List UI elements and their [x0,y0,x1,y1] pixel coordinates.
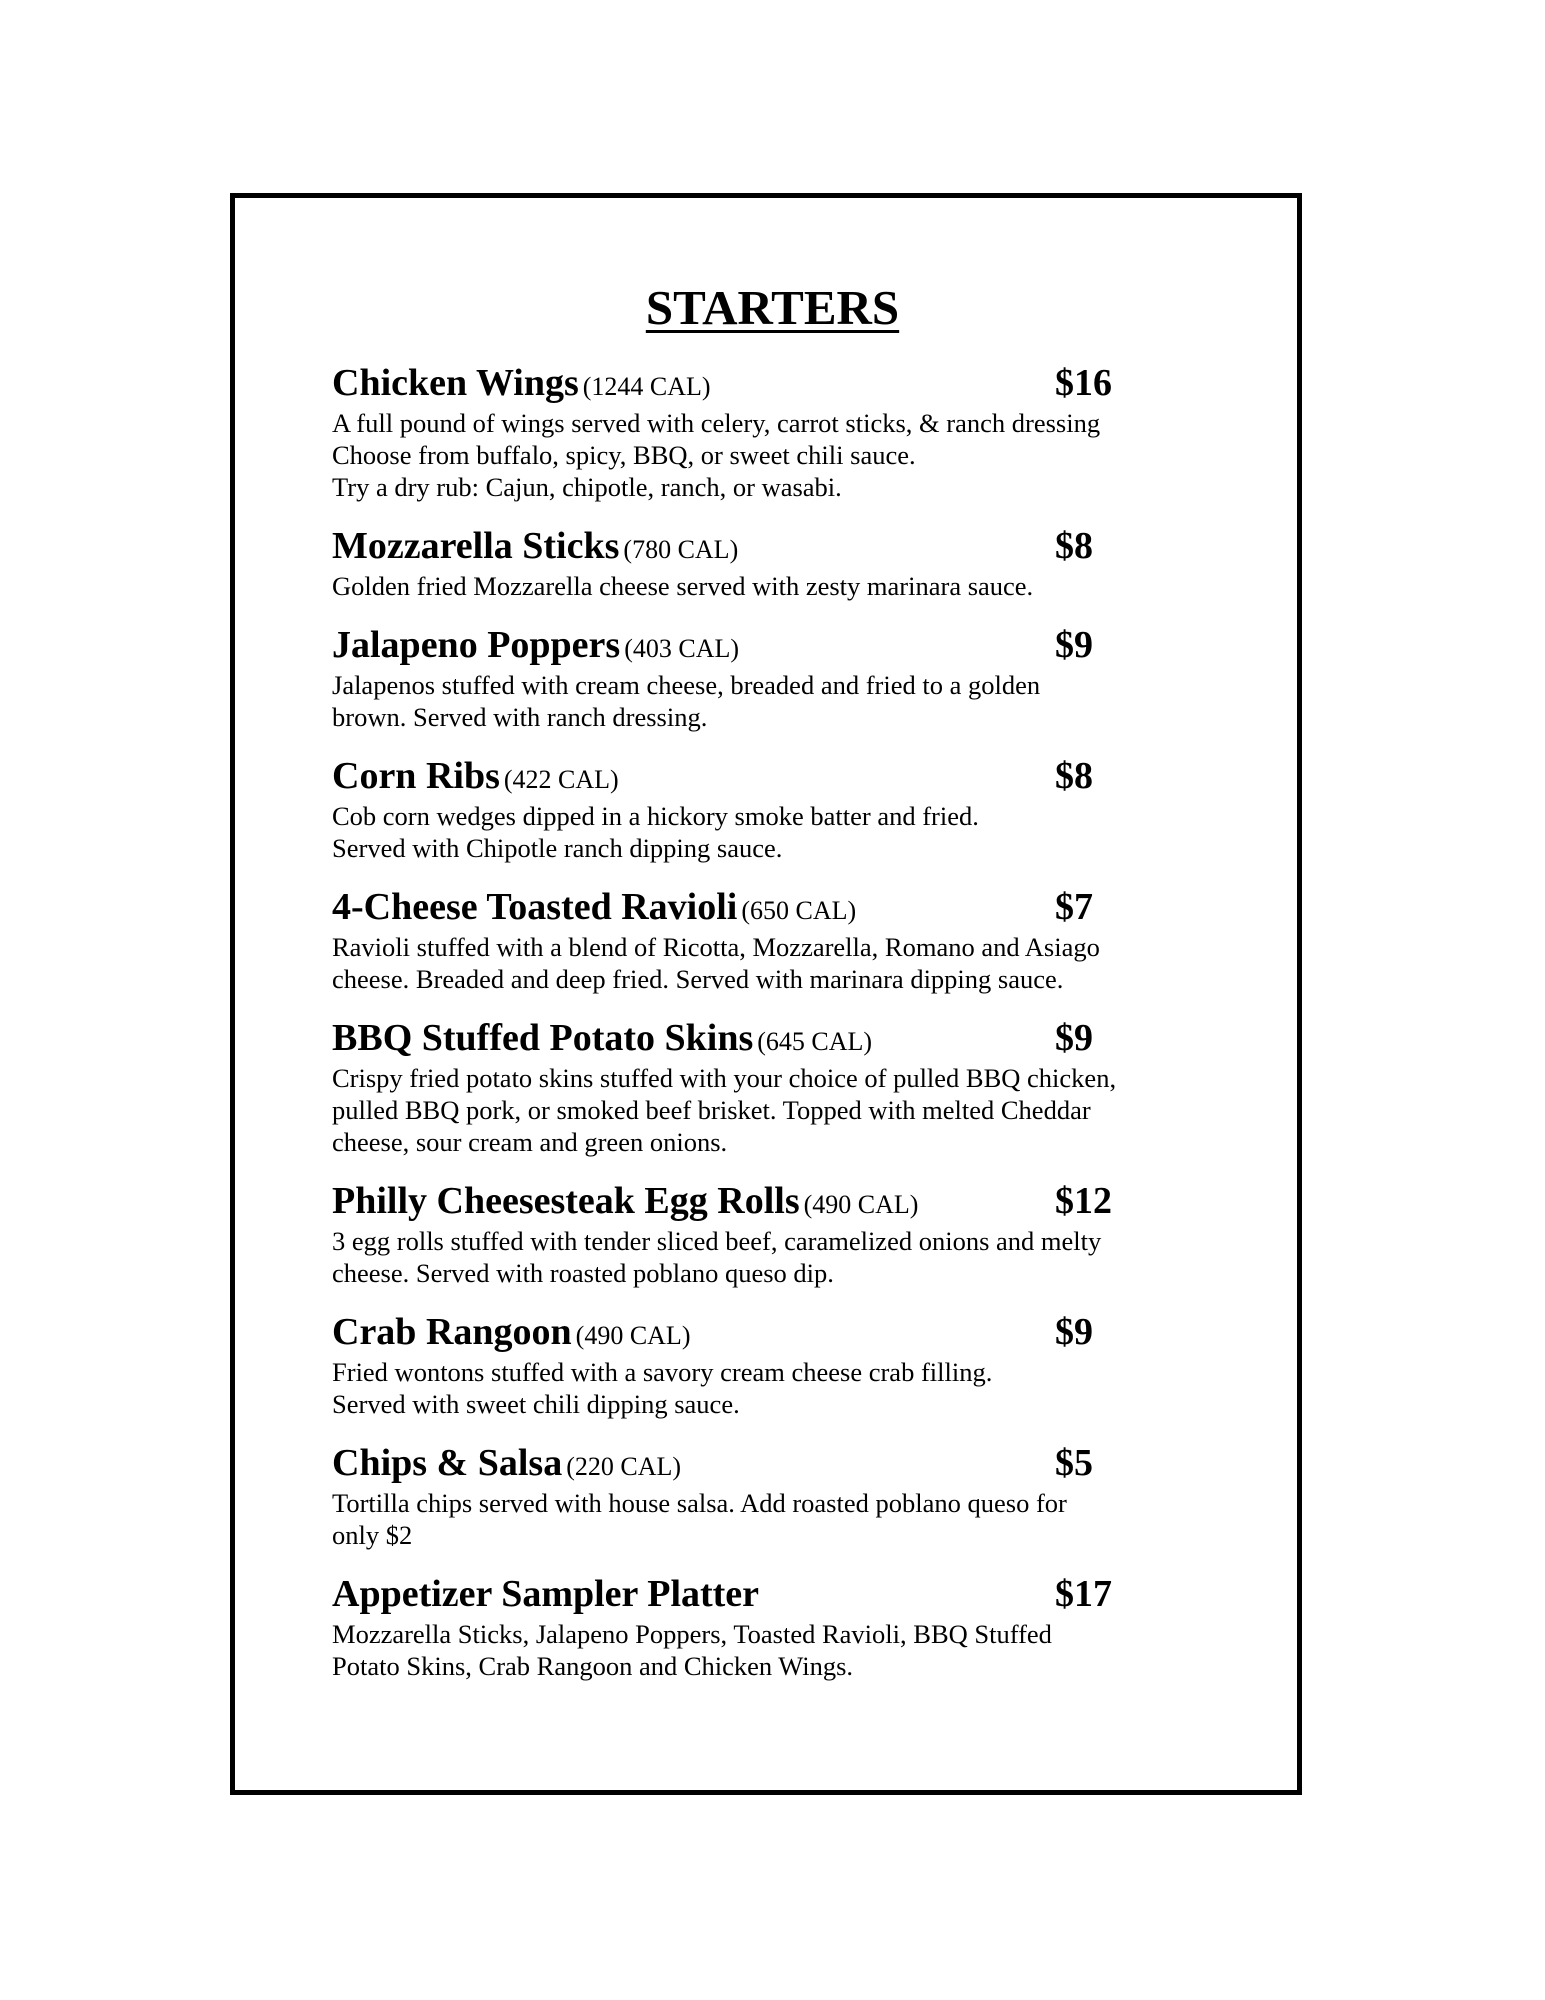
menu-item-description [332,1356,1232,1420]
menu-item [332,884,1232,995]
menu-item-price: $17 [1055,1573,1112,1615]
menu-item-description-line: Tortilla chips served with house salsa. Add roasted poblano queso for [332,1488,1067,1518]
menu-item-price: $9 [1055,1311,1093,1353]
menu-item [332,1309,1232,1420]
menu-item-name: Chicken Wings [332,362,579,404]
menu-item-description-line: Potato Skins, Crab Rangoon and Chicken Wings. [332,1651,854,1681]
menu-item-price: $7 [1055,886,1093,928]
menu-item-name: Jalapeno Poppers [332,624,621,666]
menu-item-description [332,570,1232,602]
menu-item-header [332,360,1232,407]
menu-item-description [332,1225,1232,1289]
menu-item-header [332,1015,1232,1062]
menu-item-header [332,523,1232,570]
menu-item-description [332,1062,1232,1158]
menu-item-calories: (403 CAL) [624,634,740,663]
menu-item-header [332,1309,1232,1356]
menu-item [332,1440,1232,1551]
menu-item-description-line: cheese. Breaded and deep fried. Served with marinara dipping sauce. [332,964,1064,994]
menu-item [332,360,1232,503]
menu-item-price: $16 [1055,362,1112,404]
menu-item-name: Philly Cheesesteak Egg Rolls [332,1180,800,1222]
menu-item-name: Chips & Salsa [332,1442,563,1484]
menu-item-name: Crab Rangoon [332,1311,572,1353]
menu-item [332,1015,1232,1158]
menu-item-calories: (220 CAL) [566,1452,682,1481]
menu-item-price: $9 [1055,1017,1093,1059]
menu-item-header [332,884,1232,931]
menu-item-calories: (422 CAL) [503,765,619,794]
menu-item-description-line: Cob corn wedges dipped in a hickory smoke batter and fried. [332,801,979,831]
menu-item-header [332,753,1232,800]
menu-item-header [332,1440,1232,1487]
menu-item-description-line: Try a dry rub: Cajun, chipotle, ranch, or wasabi. [332,472,842,502]
menu-item-description-line: brown. Served with ranch dressing. [332,702,708,732]
menu-item-description [332,931,1232,995]
menu-item-description-line: Choose from buffalo, spicy, BBQ, or sweet chili sauce. [332,440,916,470]
menu-item-name: 4-Cheese Toasted Ravioli [332,886,738,928]
menu-item-description [332,1487,1232,1551]
menu-item [332,753,1232,864]
menu-item-calories: (490 CAL) [575,1321,691,1350]
menu-item-description-line: Ravioli stuffed with a blend of Ricotta, Mozzarella, Romano and Asiago [332,932,1100,962]
menu-item-price: $5 [1055,1442,1093,1484]
menu-item-header [332,622,1232,669]
menu-item-price: $8 [1055,755,1093,797]
menu-item-description-line: Golden fried Mozzarella cheese served with zesty marinara sauce. [332,571,1034,601]
menu-item-name: Corn Ribs [332,755,500,797]
menu-section-title: STARTERS [645,280,900,335]
menu-item-name: Appetizer Sampler Platter [332,1573,760,1615]
menu-item-description-line: Crispy fried potato skins stuffed with your choice of pulled BBQ chicken, [332,1063,1117,1093]
menu-item-description-line: cheese. Served with roasted poblano queso dip. [332,1258,834,1288]
menu-item-description-line: only $2 [332,1520,413,1550]
menu-item-description-line: A full pound of wings served with celery, carrot sticks, & ranch dressing [332,408,1101,438]
menu-item-price: $9 [1055,624,1093,666]
menu-item-price: $12 [1055,1180,1112,1222]
menu-item [332,1178,1232,1289]
menu-item-calories: (490 CAL) [803,1190,919,1219]
menu-item-calories: (645 CAL) [757,1027,873,1056]
menu-item-name: Mozzarella Sticks [332,525,620,567]
menu-item-calories: (650 CAL) [741,896,857,925]
menu-item [332,1571,1232,1682]
menu-item-description-line: cheese, sour cream and green onions. [332,1127,728,1157]
menu-item-name: BBQ Stuffed Potato Skins [332,1017,754,1059]
menu-item-description [332,1618,1232,1682]
menu-item-description [332,800,1232,864]
menu-item-description-line: 3 egg rolls stuffed with tender sliced beef, caramelized onions and melty [332,1226,1102,1256]
menu-item-description-line: pulled BBQ pork, or smoked beef brisket. Topped with melted Cheddar [332,1095,1091,1125]
menu-items-list [332,360,1232,1702]
menu-item [332,523,1232,602]
menu-item-description [332,669,1232,733]
menu-item-description-line: Served with Chipotle ranch dipping sauce. [332,833,783,863]
menu-item-calories: (780 CAL) [623,535,739,564]
menu-item-calories: (1244 CAL) [582,372,711,401]
menu-item-description-line: Jalapenos stuffed with cream cheese, breaded and fried to a golden [332,670,1041,700]
menu-item-description-line: Served with sweet chili dipping sauce. [332,1389,740,1419]
menu-item-description-line: Mozzarella Sticks, Jalapeno Poppers, Toasted Ravioli, BBQ Stuffed [332,1619,1052,1649]
menu-item-header [332,1178,1232,1225]
menu-item-price: $8 [1055,525,1093,567]
menu-item-header [332,1571,1232,1618]
menu-item-description [332,407,1232,503]
menu-item-description-line: Fried wontons stuffed with a savory cream cheese crab filling. [332,1357,993,1387]
menu-item [332,622,1232,733]
